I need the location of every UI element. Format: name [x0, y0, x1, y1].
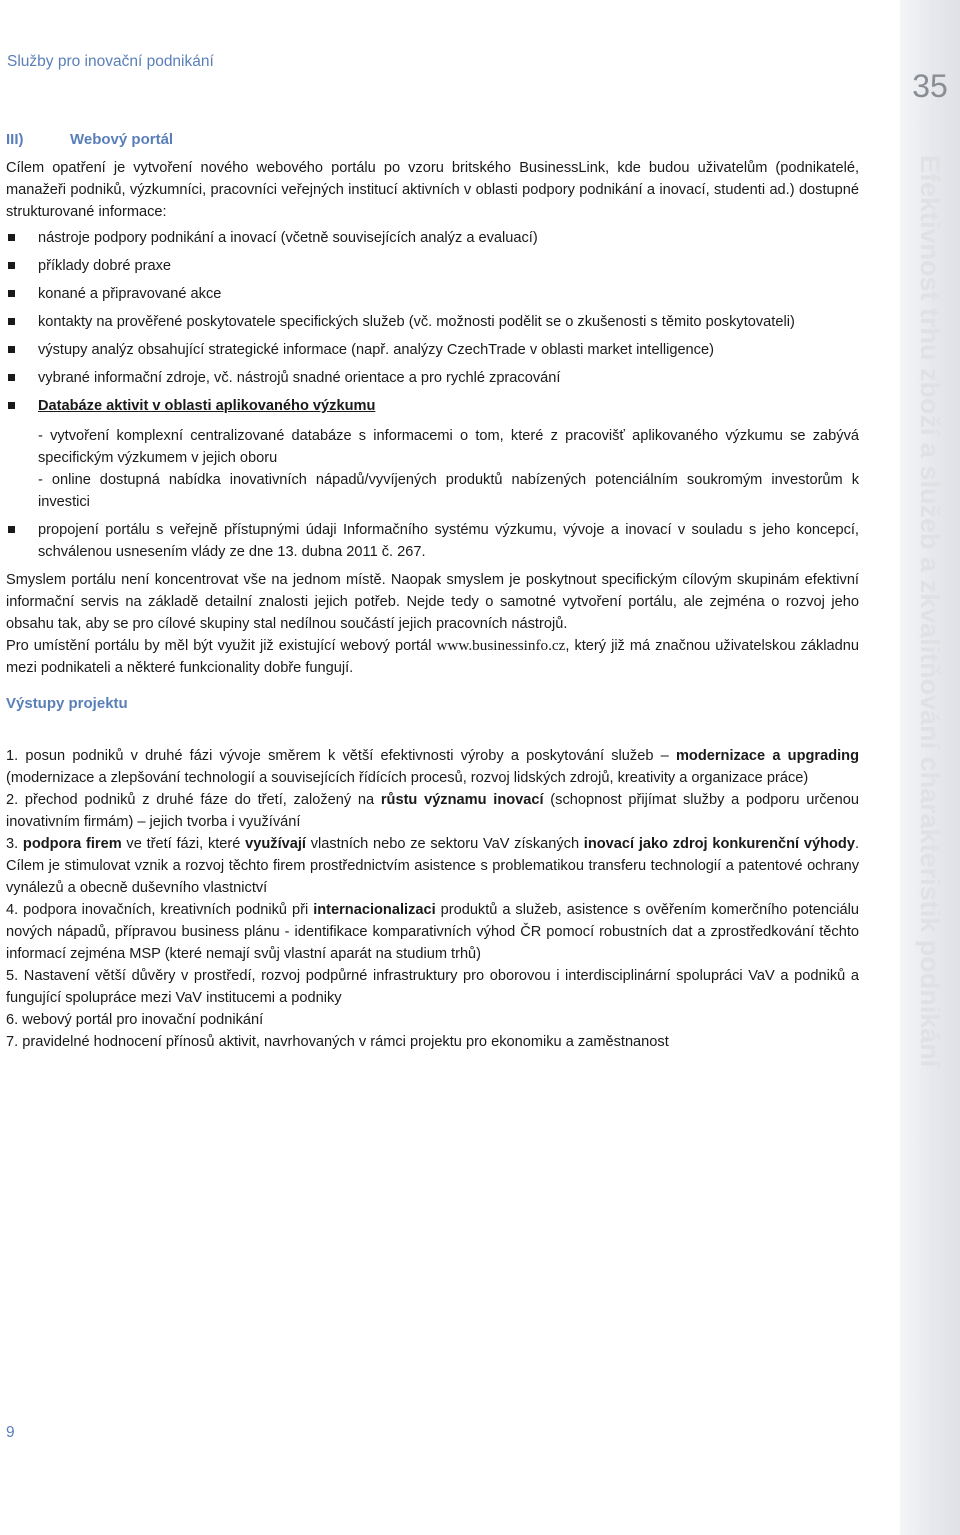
vertical-chapter-title — [915, 155, 945, 1068]
database-detail: - vytvoření komplexní centralizované databáze s informacemi o tom, které z pracovišť aplikovaného výzkumu se zabývá specifickým výzkumem v jejich oboru — [38, 428, 859, 466]
database-detail: - online dostupná nabídka inovativních nápadů/vyvíjených produktů nabízených potenciálním soukromým investorům k investici — [38, 472, 859, 510]
list-item: příklady dobré praxe — [6, 255, 859, 277]
section-number: III) — [6, 131, 24, 148]
paragraph-portal — [6, 635, 859, 679]
output-text: 3. — [6, 836, 23, 852]
output-item — [6, 745, 859, 789]
info-list — [6, 227, 859, 563]
output-text: (modernizace a zlepšování technologií a souvisejících řídících procesů, rozvoj lidských zdrojů, kreativity a organizace práce) — [6, 770, 809, 786]
portal-text-after: , který již má značnou uživatelskou základnu mezi podnikateli a některé funkcionality dobře fungují. — [6, 638, 859, 676]
section-intro: Cílem opatření je vytvoření nového webového portálu po vzoru britského BusinessLink, kde budou uživatelům (podnikatelé, manažeři podniků, výzkumníci, pracovníci veřejných institucí aktivních v oblasti podpory podnikání a inovací, studenti ad.) dostupné strukturované informace: — [6, 160, 859, 220]
output-emphasis: podpora firem — [22, 836, 122, 852]
output-item: 7. pravidelné hodnocení přínosů aktivit, navrhovaných v rámci projektu pro ekonomiku a zaměstnanost — [6, 1034, 669, 1050]
output-emphasis: internacionalizaci — [313, 902, 436, 918]
vertical-chapter-title-text: Efektivnost trhu zboží a služeb a zkvalitňování charakteristik podnikání — [915, 155, 945, 1068]
list-item: kontakty na prověřené poskytovatele specifických služeb (vč. možnosti podělit se o zkušenosti s těmito poskytovateli) — [6, 311, 859, 333]
output-text: produktů a služeb, asistence s ověřením komerčního potenciálu nových nápadů, přípravou business plánu - identifikace komparativních výhod ČR pomocí robustních dat a zprostředkování těchto informací zejména MSP (které nemají svůj vlastní aparát na studium trhů) — [6, 902, 859, 962]
paragraph-purpose: Smyslem portálu není koncentrovat vše na jednom místě. Naopak smyslem je poskytnout specifickým cílovým skupinám efektivní informační servis na základě detailní znalosti jejich potřeb. Nejde tedy o samotné vytvoření portálu, ale zejména o rozvoj jeho obsahu tak, aby se pro cílové skupiny stal nedílnou součástí jejich pracovních nástrojů. — [6, 572, 859, 632]
output-text: (schopnost přijímat služby a podporu určenou inovativním firmám) – jejich tvorba i využívání — [6, 792, 859, 830]
database-details — [38, 425, 859, 513]
database-title: Databáze aktivit v oblasti aplikovaného výzkumu — [38, 398, 376, 414]
portal-text-before: Pro umístění portálu by měl být využit již existující webový portál — [6, 638, 437, 654]
output-text: 4. podpora inovačních, kreativních podniků při — [6, 902, 314, 918]
section-heading — [6, 129, 859, 151]
list-item: propojení portálu s veřejně přístupnými údaji Informačního systému výzkumu, vývoje a inovací v souladu s jeho koncepcí, schválenou usnesením vlády ze dne 13. dubna 2011 č. 267. — [6, 519, 859, 563]
page-number-top: 35 — [912, 68, 948, 104]
page-number-bottom: 9 — [6, 1424, 15, 1441]
outputs-list — [6, 745, 859, 1053]
outputs-heading: Výstupy projektu — [6, 695, 128, 712]
output-item: 5. Nastavení větší důvěry v prostředí, rozvoj podpůrné infrastruktury pro oborovou i interdisciplinární spolupráci VaV a podniků a fungující spolupráce mezi VaV institucemi a podniky — [6, 968, 859, 1006]
list-item: konané a připravované akce — [6, 283, 859, 305]
output-text: ve třetí fázi, které — [121, 836, 246, 852]
portal-url[interactable]: www.businessinfo.cz — [436, 637, 566, 654]
output-emphasis: využívají — [245, 836, 306, 852]
list-item: výstupy analýz obsahující strategické informace (např. analýzy CzechTrade v oblasti market intelligence) — [6, 339, 859, 361]
output-text: . Cílem je stimulovat vznik a rozvoj těchto firem prostřednictvím asistence s problematikou transferu technologií a patentové ochrany vynálezů a obecně duševního vlastnictví — [6, 836, 859, 896]
output-text: 1. posun podniků v druhé fázi vývoje směrem k větší efektivnosti výroby a poskytování služeb – — [6, 748, 676, 764]
section-title: Webový portál — [70, 131, 174, 148]
output-item — [6, 899, 859, 965]
output-text: 2. přechod podniků z druhé fáze do třetí, založený na — [6, 792, 381, 808]
list-item: nástroje podpory podnikání a inovací (včetně souvisejících analýz a evaluací) — [6, 227, 859, 249]
output-item — [6, 833, 859, 899]
list-item: vybrané informační zdroje, vč. nástrojů snadné orientace a pro rychlé zpracování — [6, 367, 859, 389]
document-body — [6, 129, 859, 1053]
output-emphasis: inovací jako zdroj konkurenční výhody — [583, 836, 855, 852]
output-emphasis: růstu významu inovací — [380, 792, 544, 808]
running-header: Služby pro inovační podnikání — [7, 53, 214, 70]
output-item — [6, 789, 859, 833]
output-item: 6. webový portál pro inovační podnikání — [6, 1012, 264, 1028]
output-emphasis: modernizace a upgrading — [675, 748, 859, 764]
list-item-database — [6, 395, 859, 513]
output-text: vlastních nebo ze sektoru VaV získaných — [305, 836, 584, 852]
